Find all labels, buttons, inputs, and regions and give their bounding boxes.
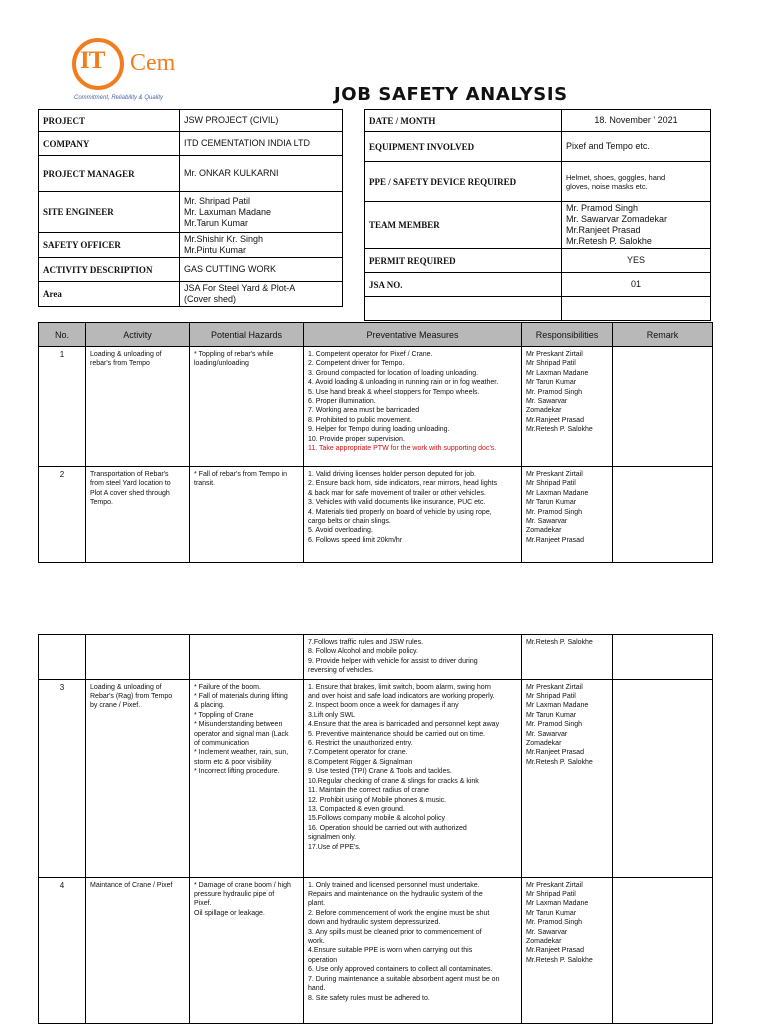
cell-line: 6. Use only approved containers to collect all contaminates. (308, 966, 493, 974)
info-value (562, 202, 711, 249)
info-line: Mr.Pintu Kumar (184, 245, 247, 255)
cell-line: signalmen only. (308, 834, 357, 842)
cell-line: Mr.Ranjeet Prasad (526, 947, 584, 955)
info-value (562, 162, 711, 202)
row-number (39, 635, 86, 680)
cell-line: 11. Maintain the correct radius of crane (308, 787, 429, 795)
info-label: Area (39, 282, 180, 307)
work-info-table (364, 109, 711, 321)
cell-line: Mr Shripad Patil (526, 891, 576, 899)
cell-line: Tempo. (90, 499, 113, 507)
info-label: PPE / SAFETY DEVICE REQUIRED (365, 162, 562, 202)
jsa-table-body (39, 347, 713, 563)
cell-line: Zomadekar (526, 527, 562, 535)
cell-line: 4. Materials tied properly on board of vehicle by using rope, (308, 508, 492, 516)
cell-line: storm etc & poor visibility (194, 758, 272, 766)
cell-line: transit. (194, 480, 216, 488)
info-value (180, 132, 343, 156)
info-line: 18. November ' 2021 (594, 115, 678, 125)
cell-line: of communication (194, 740, 249, 748)
cell-line: cargo belts or chain slings. (308, 518, 391, 526)
info-line: gloves, noise masks etc. (566, 181, 648, 191)
column-header: Remark (613, 323, 713, 347)
info-label: COMPANY (39, 132, 180, 156)
cell-line: 3. Any spills must be cleaned prior to commencement of (308, 928, 482, 936)
cell-line: Mr. Pramod Singh (526, 919, 583, 927)
cell-line: plant. (308, 900, 326, 908)
cell-line: Zomadekar (526, 938, 562, 946)
cell-line: Mr. Sawarvar (526, 928, 568, 936)
info-line: JSA For Steel Yard & Plot-A (184, 283, 296, 293)
cell-line: 16. Operation should be carried out with authorized (308, 824, 467, 832)
responsibilities-cell (522, 877, 613, 1023)
cell-line: 5. Use hand break & wheel stoppers for Tempo wheels. (308, 388, 480, 396)
table-row (39, 467, 713, 563)
cell-line: Repairs and maintenance on the hydraulic system of the (308, 891, 483, 899)
cell-line: Mr.Retesh P. Salokhe (526, 639, 593, 646)
info-label: SITE ENGINEER (39, 192, 180, 233)
remark-cell (613, 877, 713, 1023)
info-label: JSA NO. (365, 273, 562, 297)
cell-line: 3.Lift only SWL (308, 711, 356, 719)
info-value (562, 297, 711, 321)
info-line: YES (626, 255, 645, 265)
info-line: (Cover shed) (184, 294, 237, 304)
cell-line: Mr. Sawarvar (526, 518, 568, 526)
measures-cell (304, 679, 522, 877)
cell-line: 8.Competent Rigger & Signalman (308, 758, 413, 766)
info-value (180, 110, 343, 132)
cell-line: 7.Competent operator for crane. (308, 749, 408, 757)
activity-cell (86, 347, 190, 467)
cell-line: Mr Laxman Madane (526, 489, 589, 497)
cell-line: Mr Tarun Kumar (526, 909, 577, 917)
cell-line: Mr.Retesh P. Salokhe (526, 956, 593, 964)
cell-line: * Failure of the boom. (194, 683, 261, 691)
info-line: Mr. Pramod Singh (566, 203, 639, 213)
column-header: No. (39, 323, 86, 347)
info-value (180, 233, 343, 258)
table-row (39, 347, 713, 467)
cell-line: 6. Proper illumination. (308, 398, 376, 406)
cell-line: Mr.Ranjeet Prasad (526, 536, 584, 544)
cell-line: Mr. Sawarvar (526, 398, 568, 406)
cell-line: Mr.Ranjeet Prasad (526, 416, 584, 424)
cell-line: * Inclement weather, rain, sun, (194, 749, 289, 757)
cell-line: & placing. (194, 702, 225, 710)
cell-line: Mr Laxman Madane (526, 900, 589, 908)
cell-line: 15.Follows company mobile & alcohol policy (308, 815, 445, 823)
cell-line: Zomadekar (526, 407, 562, 415)
row-number: 3 (39, 679, 86, 877)
cell-line: 5. Preventive maintenance should be carried out on time. (308, 730, 486, 738)
cell-line: 2. Before commencement of work the engine must be shut (308, 909, 490, 917)
info-label: ACTIVITY DESCRIPTION (39, 258, 180, 282)
cell-line: reversing of vehicles. (308, 667, 374, 675)
cell-line: * Incorrect lifting procedure. (194, 768, 280, 776)
cell-line: Mr Shripad Patil (526, 480, 576, 488)
measures-cell (304, 347, 522, 467)
cell-line: 4.Ensure that the area is barricaded and personnel kept away (308, 721, 500, 729)
column-header: Potential Hazards (190, 323, 304, 347)
info-label: PROJECT MANAGER (39, 156, 180, 192)
cell-line: 1. Only trained and licensed personnel must undertake. (308, 881, 480, 889)
info-value (180, 192, 343, 233)
cell-line: Mr. Sawarvar (526, 730, 568, 738)
cell-line: rebar's from Tempo (90, 360, 150, 368)
info-label: EQUIPMENT INVOLVED (365, 132, 562, 162)
activity-cell (86, 635, 190, 680)
activity-cell (86, 877, 190, 1023)
cell-line: 7. Working area must be barricaded (308, 407, 420, 415)
logo-tagline: Commitment, Reliability & Quality (74, 95, 164, 101)
cell-line: by crane / Pixef. (90, 702, 141, 710)
cell-line: 4. Avoid loading & unloading in running rain or in fog weather. (308, 379, 499, 387)
cell-line: 13. Compacted & even ground. (308, 805, 405, 813)
cell-line: Mr Preskant Zirtail (526, 683, 583, 691)
cell-line: & back mar for safe movement of trailer or other vehicles. (308, 489, 486, 497)
responsibilities-cell (522, 635, 613, 680)
info-line: Mr.Tarun Kumar (184, 217, 249, 228)
cell-line: 6. Follows speed limit 20km/hr (308, 536, 403, 544)
table-row (39, 635, 713, 680)
cell-line: * Fall of rebar's from Tempo in (194, 471, 288, 478)
cell-line: 3. Ground compacted for location of loading unloading. (308, 369, 479, 377)
cell-line: Mr.Retesh P. Salokhe (526, 758, 593, 766)
row-number: 2 (39, 467, 86, 563)
table-row (39, 679, 713, 877)
hazards-cell (190, 467, 304, 563)
activity-cell (86, 467, 190, 563)
info-line: Mr.Shishir Kr. Singh (184, 234, 264, 244)
cell-line: 4.Ensure suitable PPE is worn when carrying out this (308, 947, 473, 955)
jsa-table-body (39, 635, 713, 1024)
page-title: JOB SAFETY ANALYSIS (334, 84, 568, 105)
ptw-warning-line: 11. Take appropriate PTW for the work with supporting doc's. (308, 445, 497, 453)
remark-cell (613, 467, 713, 563)
cell-line: Zomadekar (526, 740, 562, 748)
table-row (39, 877, 713, 1023)
cell-line: and over hoist and safe load indicators are working properly. (308, 693, 495, 701)
cell-line: Maintance of Crane / Pixef (90, 881, 173, 889)
info-line: Mr. Shripad Patil (184, 195, 251, 206)
column-header: Responsibilities (522, 323, 613, 347)
cell-line: Loading & unloading of (90, 351, 162, 358)
cell-line: pressure hydraulic pipe of (194, 891, 275, 899)
info-value (562, 110, 711, 132)
cell-line: 8. Prohibited to public movement. (308, 416, 412, 424)
info-value (562, 132, 711, 162)
measures-cell (304, 635, 522, 680)
info-line: JSW PROJECT (CIVIL) (184, 115, 279, 125)
cell-line: Mr Tarun Kumar (526, 379, 577, 387)
cell-line: * Toppling of rebar's while (194, 351, 274, 358)
cell-line: Mr Tarun Kumar (526, 711, 577, 719)
column-header: Preventative Measures (304, 323, 522, 347)
info-line: Mr. ONKAR KULKARNI (184, 168, 279, 178)
responsibilities-cell (522, 679, 613, 877)
cell-line: 17.Use of PPE's. (308, 843, 361, 851)
cell-line: Mr Shripad Patil (526, 693, 576, 701)
cell-line: 9. Use tested (TPI) Crane & Tools and tackles. (308, 768, 452, 776)
info-label: DATE / MONTH (365, 110, 562, 132)
jsa-table-continued (38, 634, 713, 1024)
hazards-cell (190, 635, 304, 680)
responsibilities-cell (522, 467, 613, 563)
cell-line: hand. (308, 985, 326, 993)
remark-cell (613, 679, 713, 877)
cell-line: * Fall of materials during lifting (194, 693, 288, 701)
measures-cell (304, 877, 522, 1023)
info-line: Mr. Sawarvar Zomadekar (566, 214, 668, 224)
cell-line: from steel Yard location to (90, 480, 171, 488)
cell-line: 7. During maintenance a suitable absorbent agent must be on (308, 975, 500, 983)
info-value (180, 156, 343, 192)
hazards-cell (190, 679, 304, 877)
info-line: Mr.Retesh P. Salokhe (566, 236, 652, 246)
measures-cell (304, 467, 522, 563)
row-number: 4 (39, 877, 86, 1023)
activity-cell (86, 679, 190, 877)
cell-line: * Misunderstanding between (194, 721, 283, 729)
cell-line: 2. Ensure back horn, side indicators, rear mirrors, head lights (308, 480, 498, 488)
cell-line: Mr Preskant Zirtail (526, 471, 583, 478)
cell-line: Transportation of Rebar's (90, 471, 169, 478)
cell-line: 1. Ensure that brakes, limit switch, boom alarm, swing horn (308, 683, 491, 691)
info-line: Mr.Ranjeet Prasad (566, 225, 641, 235)
cell-line: Mr Preskant Zirtail (526, 351, 583, 358)
info-value (180, 282, 343, 307)
cell-line: loading/unloading (194, 360, 249, 368)
cell-line: 8. Site safety rules must be adhered to. (308, 994, 430, 1002)
cell-line: Plot A cover shed through (90, 489, 170, 497)
cell-line: 8. Follow Alcohol and mobile policy. (308, 648, 418, 656)
cell-line: Mr Tarun Kumar (526, 499, 577, 507)
cell-line: Mr.Retesh P. Salokhe (526, 426, 593, 434)
cell-line: * Damage of crane boom / high (194, 881, 291, 889)
cell-line: Rebar's (Rag) from Tempo (90, 693, 173, 701)
responsibilities-cell (522, 347, 613, 467)
cell-line: Mr. Pramod Singh (526, 388, 583, 396)
info-line: Mr. Laxuman Madane (184, 206, 272, 217)
cell-line: 10. Provide proper supervision. (308, 435, 405, 443)
cell-line: 2. Inspect boom once a week for damages if any (308, 702, 459, 710)
info-label: PROJECT (39, 110, 180, 132)
remark-cell (613, 347, 713, 467)
info-line: ITD CEMENTATION INDIA LTD (184, 138, 311, 148)
cell-line: Mr. Pramod Singh (526, 721, 583, 729)
cell-line: Oil spillage or leakage. (194, 909, 265, 917)
cell-line: Mr.Ranjeet Prasad (526, 749, 584, 757)
project-info-table (38, 109, 343, 307)
cell-line: down and hydraulic system depressurized. (308, 919, 441, 927)
company-logo (70, 38, 210, 102)
cell-line: operation (308, 956, 338, 964)
info-label: SAFETY OFFICER (39, 233, 180, 258)
cell-line: Mr. Pramod Singh (526, 508, 583, 516)
cell-line: operator and signal man (Lack (194, 730, 289, 738)
info-label: PERMIT REQUIRED (365, 249, 562, 273)
logo-name: Cem (130, 50, 176, 76)
hazards-cell (190, 877, 304, 1023)
cell-line: 6. Restrict the unauthorized entry. (308, 740, 413, 748)
column-header: Activity (86, 323, 190, 347)
cell-line: Loading & unloading of (90, 683, 162, 691)
cell-line: 1. Competent operator for Pixef / Crane. (308, 351, 433, 358)
cell-line: 2. Competent driver for Tempo. (308, 360, 405, 368)
info-label (365, 297, 562, 321)
info-line: 01 (630, 279, 641, 289)
row-number: 1 (39, 347, 86, 467)
info-label: TEAM MEMBER (365, 202, 562, 249)
info-line: GAS CUTTING WORK (184, 264, 276, 274)
cell-line: Pixef. (194, 900, 212, 908)
remark-cell (613, 635, 713, 680)
info-value (562, 273, 711, 297)
cell-line: * Toppling of Crane (194, 711, 254, 719)
info-line: Helmet, shoes, goggles, hand (566, 172, 666, 182)
cell-line: 10.Regular checking of crane & slings for cracks & kink (308, 777, 479, 785)
logo-mark: IT (80, 47, 105, 74)
cell-line: 9. Provide helper with vehicle for assist to driver during (308, 657, 478, 665)
cell-line: Mr Laxman Madane (526, 702, 589, 710)
cell-line: 12. Prohibit using of Mobile phones & music. (308, 796, 447, 804)
cell-line: 3. Vehicles with valid documents like insurance, PUC etc. (308, 499, 486, 507)
info-line: Pixef and Tempo etc. (566, 141, 650, 151)
info-value (562, 249, 711, 273)
cell-line: 9. Helper for Tempo during loading unloading. (308, 426, 450, 434)
jsa-table (38, 322, 713, 563)
cell-line: Mr Laxman Madane (526, 369, 589, 377)
info-value (180, 258, 343, 282)
cell-line: work. (308, 938, 325, 946)
cell-line: Mr Preskant Zirtail (526, 881, 583, 889)
cell-line: 1. Valid driving licenses holder person deputed for job. (308, 471, 476, 478)
cell-line: 7.Follows traffic rules and JSW rules. (308, 639, 424, 646)
cell-line: Mr Shripad Patil (526, 360, 576, 368)
cell-line: 5. Avoid overloading. (308, 527, 373, 535)
hazards-cell (190, 347, 304, 467)
